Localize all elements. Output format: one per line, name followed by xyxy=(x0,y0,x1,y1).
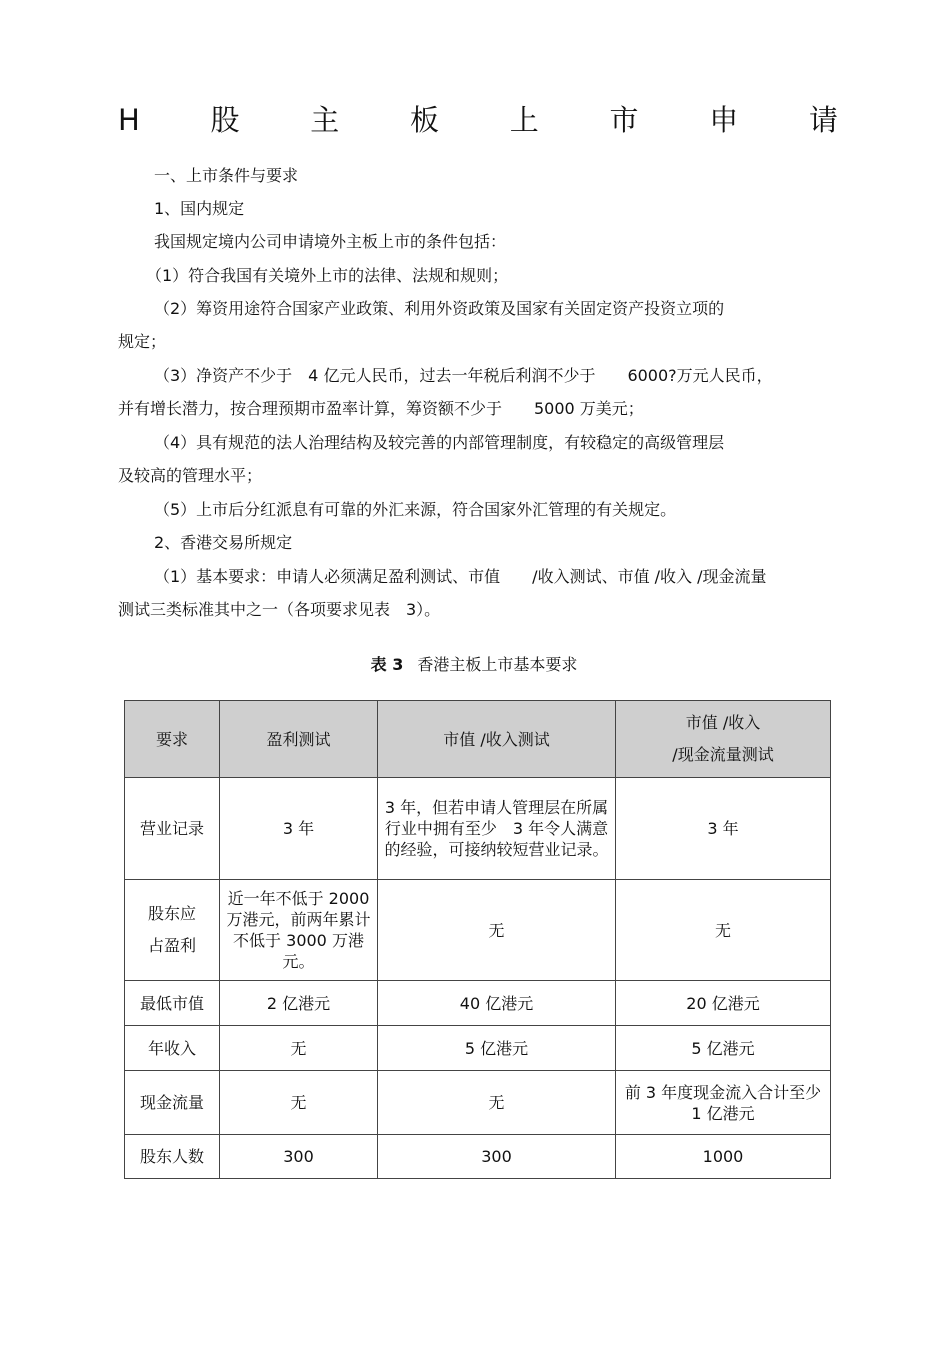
table-cell: 无 xyxy=(220,1026,378,1071)
header-line: 市值 /收入 xyxy=(685,713,761,732)
title-char: 股 xyxy=(210,103,240,137)
table-cell: 无 xyxy=(220,1071,378,1135)
list-item: （1）符合我国有关境外上市的法律、法规和规则； xyxy=(146,266,509,285)
row-label: 最低市值 xyxy=(125,981,220,1026)
list-item-continuation: 规定； xyxy=(118,332,167,351)
header-line: /现金流量测试 xyxy=(672,745,774,764)
table-row xyxy=(125,1135,831,1179)
list-item: （3）净资产不少于 4 亿元人民币，过去一年税后利润不少于 6000?万元人民币， xyxy=(154,366,773,385)
table-row xyxy=(125,880,831,981)
table-cell: 5 亿港元 xyxy=(378,1026,616,1071)
list-item: （2）筹资用途符合国家产业政策、利用外资政策及国家有关固定资产投资立项的 xyxy=(154,299,725,318)
table-cell: 300 xyxy=(378,1135,616,1179)
table-cell: 前 3 年度现金流入合计至少 1 亿港元 xyxy=(616,1071,831,1135)
table-row xyxy=(125,1026,831,1071)
table-cell: 3 年 xyxy=(616,778,831,880)
list-item-continuation: 及较高的管理水平； xyxy=(118,466,263,485)
header-cell xyxy=(616,701,831,778)
paragraph: （1）基本要求：申请人必须满足盈利测试、市值 /收入测试、市值 /收入 /现金流量 xyxy=(154,567,767,586)
table-cell: 1000 xyxy=(616,1135,831,1179)
table-cell: 无 xyxy=(378,880,616,981)
table-cell: 40 亿港元 xyxy=(378,981,616,1026)
title-char: 主 xyxy=(310,103,340,137)
table-row xyxy=(125,981,831,1026)
paragraph: 我国规定境内公司申请境外主板上市的条件包括： xyxy=(154,232,507,251)
table-cell: 2 亿港元 xyxy=(220,981,378,1026)
title-char: 上 xyxy=(509,103,539,137)
section-heading: 一、上市条件与要求 xyxy=(154,166,299,185)
listing-requirements-table xyxy=(124,700,831,1179)
table-cell: 3 年，但若申请人管理层在所属行业中拥有至少 3 年令人满意的经验，可接纳较短营业记录。 xyxy=(378,778,616,880)
row-label: 股东人数 xyxy=(125,1135,220,1179)
header-cell: 市值 /收入测试 xyxy=(378,701,616,778)
table-cell: 无 xyxy=(616,880,831,981)
row-label-line: 占盈利 xyxy=(147,936,196,955)
row-label: 营业记录 xyxy=(125,778,220,880)
paragraph-continuation: 测试三类标准其中之一（各项要求见表 3）。 xyxy=(118,600,441,619)
subsection-heading: 2、香港交易所规定 xyxy=(154,533,293,552)
table-row xyxy=(125,778,831,880)
title-char: 市 xyxy=(609,103,639,137)
header-cell: 盈利测试 xyxy=(220,701,378,778)
table-cell: 3 年 xyxy=(220,778,378,880)
subsection-heading: 1、国内规定 xyxy=(154,199,245,218)
table-header-row xyxy=(125,701,831,778)
row-label-line: 股东应 xyxy=(147,904,196,923)
table-row xyxy=(125,1071,831,1135)
list-item: （5）上市后分红派息有可靠的外汇来源，符合国家外汇管理的有关规定。 xyxy=(154,500,677,519)
table-cell: 20 亿港元 xyxy=(616,981,831,1026)
table-caption xyxy=(118,650,830,680)
title-char: H xyxy=(118,103,140,137)
row-label xyxy=(125,880,220,981)
row-label: 年收入 xyxy=(125,1026,220,1071)
table-number: 表 3 xyxy=(370,655,404,674)
row-label: 现金流量 xyxy=(125,1071,220,1135)
title-char: 板 xyxy=(410,103,440,137)
table-caption-text: 香港主板上市基本要求 xyxy=(417,655,578,674)
list-item: （4）具有规范的法人治理结构及较完善的内部管理制度，有较稳定的高级管理层 xyxy=(154,433,725,452)
table-cell: 5 亿港元 xyxy=(616,1026,831,1071)
header-cell: 要求 xyxy=(125,701,220,778)
table-cell: 300 xyxy=(220,1135,378,1179)
table-cell: 近一年不低于 2000 万港元，前两年累计不低于 3000 万港元。 xyxy=(220,880,378,981)
title-char: 申 xyxy=(709,103,739,137)
title-char: 请 xyxy=(808,103,838,137)
list-item-continuation: 并有增长潜力，按合理预期市盈率计算，筹资额不少于 5000 万美元； xyxy=(118,399,644,418)
table-cell: 无 xyxy=(378,1071,616,1135)
document-title xyxy=(118,100,838,140)
